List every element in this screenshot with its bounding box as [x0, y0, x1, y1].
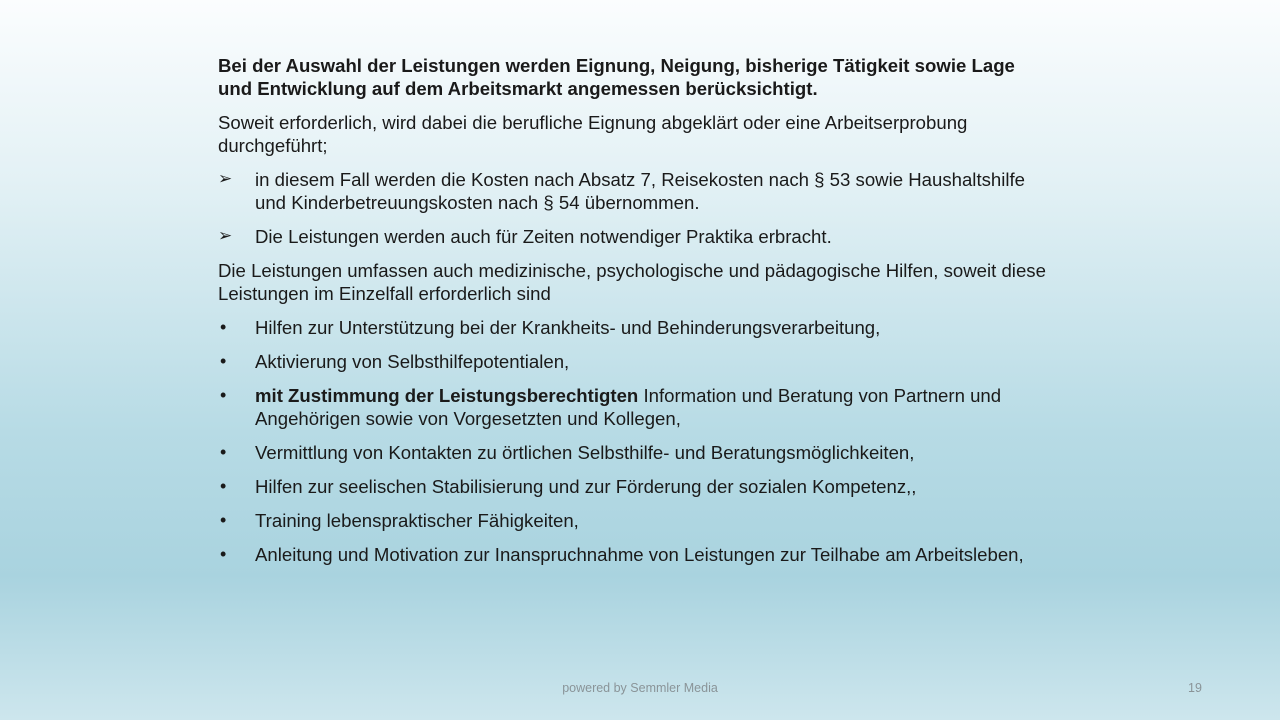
bullet-list-item: [218, 316, 1048, 339]
footer-text: powered by Semmler Media: [562, 681, 718, 695]
bullet-list-item: [218, 384, 1048, 430]
services-paragraph: Die Leistungen umfassen auch medizinische, psychologische und pädagogische Hilfen, soweit diese Leistungen im Einzelfall erforderlich sind: [218, 260, 1046, 304]
bullet-icon: •: [220, 351, 227, 371]
intro-paragraph: Bei der Auswahl der Leistungen werden Eignung, Neigung, bisherige Tätigkeit sowie Lage und Entwicklung auf dem Arbeitsmarkt angemessen berücksichtigt.: [218, 55, 1015, 99]
arrow-bullet-icon: ➢: [218, 169, 233, 188]
page-number: 19: [1188, 681, 1202, 695]
bullet-list-item: [218, 543, 1048, 566]
bullet-item-text: Hilfen zur seelischen Stabilisierung und zur Förderung der sozialen Kompetenz,,: [255, 476, 917, 497]
bullet-icon: •: [220, 544, 227, 564]
aptitude-paragraph: Soweit erforderlich, wird dabei die berufliche Eignung abgeklärt oder eine Arbeitserprobung durchgeführt;: [218, 112, 968, 156]
bullet-list-item: [218, 350, 1048, 373]
bullet-list-item: [218, 441, 1048, 464]
bullet-item-text: Anleitung und Motivation zur Inanspruchnahme von Leistungen zur Teilhabe am Arbeitsleben,: [255, 544, 1024, 565]
bullet-icon: •: [220, 442, 227, 462]
bullet-icon: •: [220, 317, 227, 337]
slide-content: [218, 54, 1048, 577]
bullet-list-item: [218, 509, 1048, 532]
bullet-item-text: Hilfen zur Unterstützung bei der Krankheits- und Behinderungsverarbeitung,: [255, 317, 881, 338]
arrow-bullet-icon: ➢: [218, 226, 233, 245]
arrow-list-item: [218, 225, 1048, 248]
bullet-icon: •: [220, 385, 227, 405]
bullet-list-item: [218, 475, 1048, 498]
arrow-item-text: Die Leistungen werden auch für Zeiten notwendiger Praktika erbracht.: [255, 226, 832, 247]
bullet-item-text: Information und Beratung von Partnern und Angehörigen sowie von Vorgesetzten und Kollegen,: [255, 385, 1002, 429]
bullet-item-bold-text: mit Zustimmung der Leistungsberechtigten: [255, 385, 639, 406]
bullet-item-text: Vermittlung von Kontakten zu örtlichen Selbsthilfe- und Beratungsmöglichkeiten,: [255, 442, 915, 463]
arrow-item-text: in diesem Fall werden die Kosten nach Absatz 7, Reisekosten nach § 53 sowie Haushaltshilfe und Kinderbetreuungskosten nach § 54 übernommen.: [255, 169, 1026, 213]
bullet-icon: •: [220, 510, 227, 530]
bullet-item-text: Aktivierung von Selbsthilfepotentialen,: [255, 351, 570, 372]
bullet-icon: •: [220, 476, 227, 496]
bullet-item-text: Training lebenspraktischer Fähigkeiten,: [255, 510, 579, 531]
arrow-list-item: [218, 168, 1048, 214]
